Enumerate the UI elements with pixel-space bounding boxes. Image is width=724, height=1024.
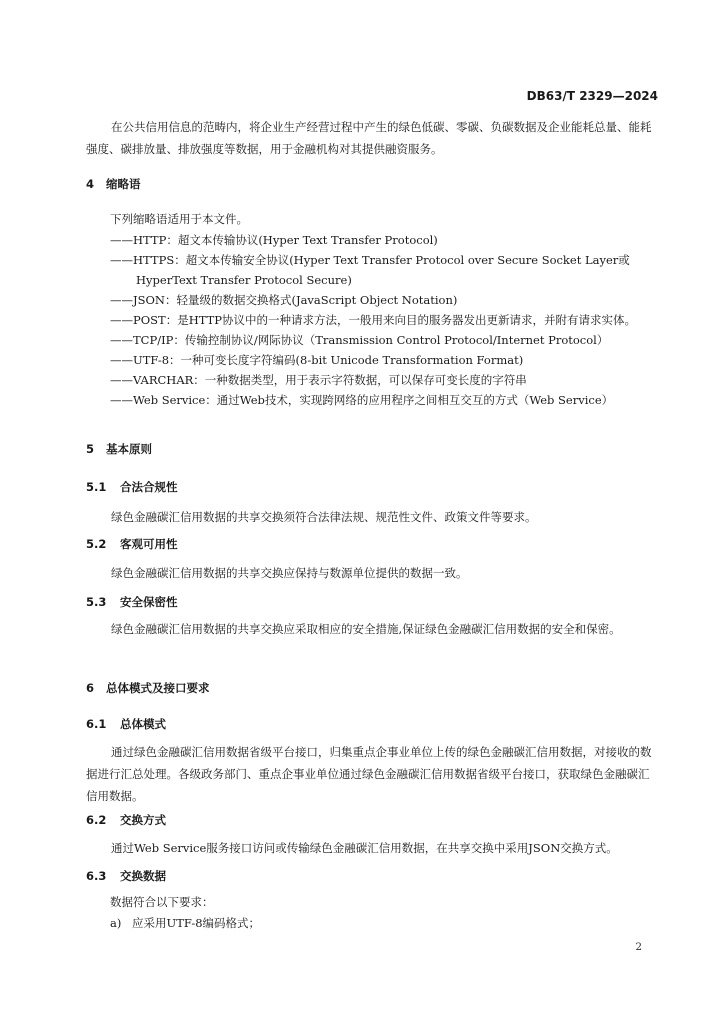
subsection-6-1-text: 通过绿色金融碳汇信用数据省级平台接口，归集重点企事业单位上传的绿色金融碳汇信用数据，对接收的数据进行汇总处理。各级政务部门、重点企事业单位通过绿色金融碳汇信用数据省级平台接口，获取绿色金融碳汇信用数据。 <box>86 745 652 803</box>
subsection-number: 5.3 <box>86 595 107 609</box>
section-4-heading <box>86 176 141 192</box>
subsection-5-2-text: 绿色金融碳汇信用数据的共享交换应保持与数源单位提供的数据一致。 <box>111 566 468 580</box>
subsection-6-2-heading <box>86 812 166 828</box>
subsection-5-1-heading <box>86 479 178 495</box>
subsection-5-3-heading <box>86 594 178 610</box>
list-item <box>110 915 260 931</box>
list-item-text: 应采用UTF-8编码格式； <box>132 916 261 930</box>
subsection-6-2-text: 通过Web Service服务接口访问或传输绿色金融碳汇信用数据，在共享交换中采用JSON交换方式。 <box>111 841 618 855</box>
abbreviation-list <box>110 230 658 410</box>
intro-paragraph: 在公共信用信息的范畴内，将企业生产经营过程中产生的绿色低碳、零碳、负碳数据及企业能耗总量、能耗强度、碳排放量、排放强度等数据，用于金融机构对其提供融资服务。 <box>86 120 652 156</box>
standard-code: DB63/T 2329—2024 <box>526 89 658 103</box>
section-5-heading <box>86 441 152 457</box>
subsection-5-2-heading <box>86 536 178 552</box>
subsection-title: 客观可用性 <box>120 537 178 551</box>
list-item: ——TCP/IP：传输控制协议/网际协议（Transmission Control Protocol/Internet Protocol） <box>110 333 609 347</box>
list-item: ——UTF-8：一种可变长度字符编码(8-bit Unicode Transformation Format) <box>110 353 524 367</box>
list-item: ——VARCHAR：一种数据类型，用于表示字符数据，可以保存可变长度的字符串 <box>110 373 527 387</box>
subsection-number: 6.1 <box>86 717 107 731</box>
subsection-title: 交换数据 <box>120 869 166 883</box>
list-item: ——HTTP：超文本传输协议(Hyper Text Transfer Protocol) <box>110 233 438 247</box>
subsection-title: 总体模式 <box>120 717 166 731</box>
subsection-number: 5.2 <box>86 537 107 551</box>
subsection-6-3-lead: 数据符合以下要求： <box>110 895 214 909</box>
subsection-number: 6.2 <box>86 813 107 827</box>
section-6-heading <box>86 680 210 696</box>
subsection-number: 6.3 <box>86 869 107 883</box>
page-number: 2 <box>635 941 642 953</box>
section-title: 总体模式及接口要求 <box>106 681 210 695</box>
subsection-6-3-heading <box>86 868 166 884</box>
subsection-title: 安全保密性 <box>120 595 178 609</box>
section-title: 缩略语 <box>106 177 141 191</box>
subsection-5-3-text: 绿色金融碳汇信用数据的共享交换应采取相应的安全措施,保证绿色金融碳汇信用数据的安全和保密。 <box>111 622 621 636</box>
section-number: 6 <box>86 681 95 695</box>
list-item: ——POST：是HTTP协议中的一种请求方法，一般用来向目的服务器发出更新请求，并附有请求实体。 <box>110 313 637 327</box>
subsection-6-1-heading <box>86 716 166 732</box>
subsection-5-1-text: 绿色金融碳汇信用数据的共享交换须符合法律法规、规范性文件、政策文件等要求。 <box>111 510 537 524</box>
list-marker: a) <box>110 916 122 930</box>
section-title: 基本原则 <box>106 442 152 456</box>
abbreviations-lead: 下列缩略语适用于本文件。 <box>110 212 248 226</box>
subsection-title: 交换方式 <box>120 813 166 827</box>
subsection-number: 5.1 <box>86 480 107 494</box>
list-item: ——JSON：轻量级的数据交换格式(JavaScript Object Notation) <box>110 293 458 307</box>
section-number: 5 <box>86 442 95 456</box>
section-number: 4 <box>86 177 95 191</box>
list-item: ——Web Service：通过Web技术，实现跨网络的应用程序之间相互交互的方式（Web Service） <box>110 393 614 407</box>
subsection-title: 合法合规性 <box>120 480 178 494</box>
list-item: ——HTTPS：超文本传输安全协议(Hyper Text Transfer Protocol over Secure Socket Layer或HyperText Transfer Protocol Secure) <box>110 253 630 287</box>
